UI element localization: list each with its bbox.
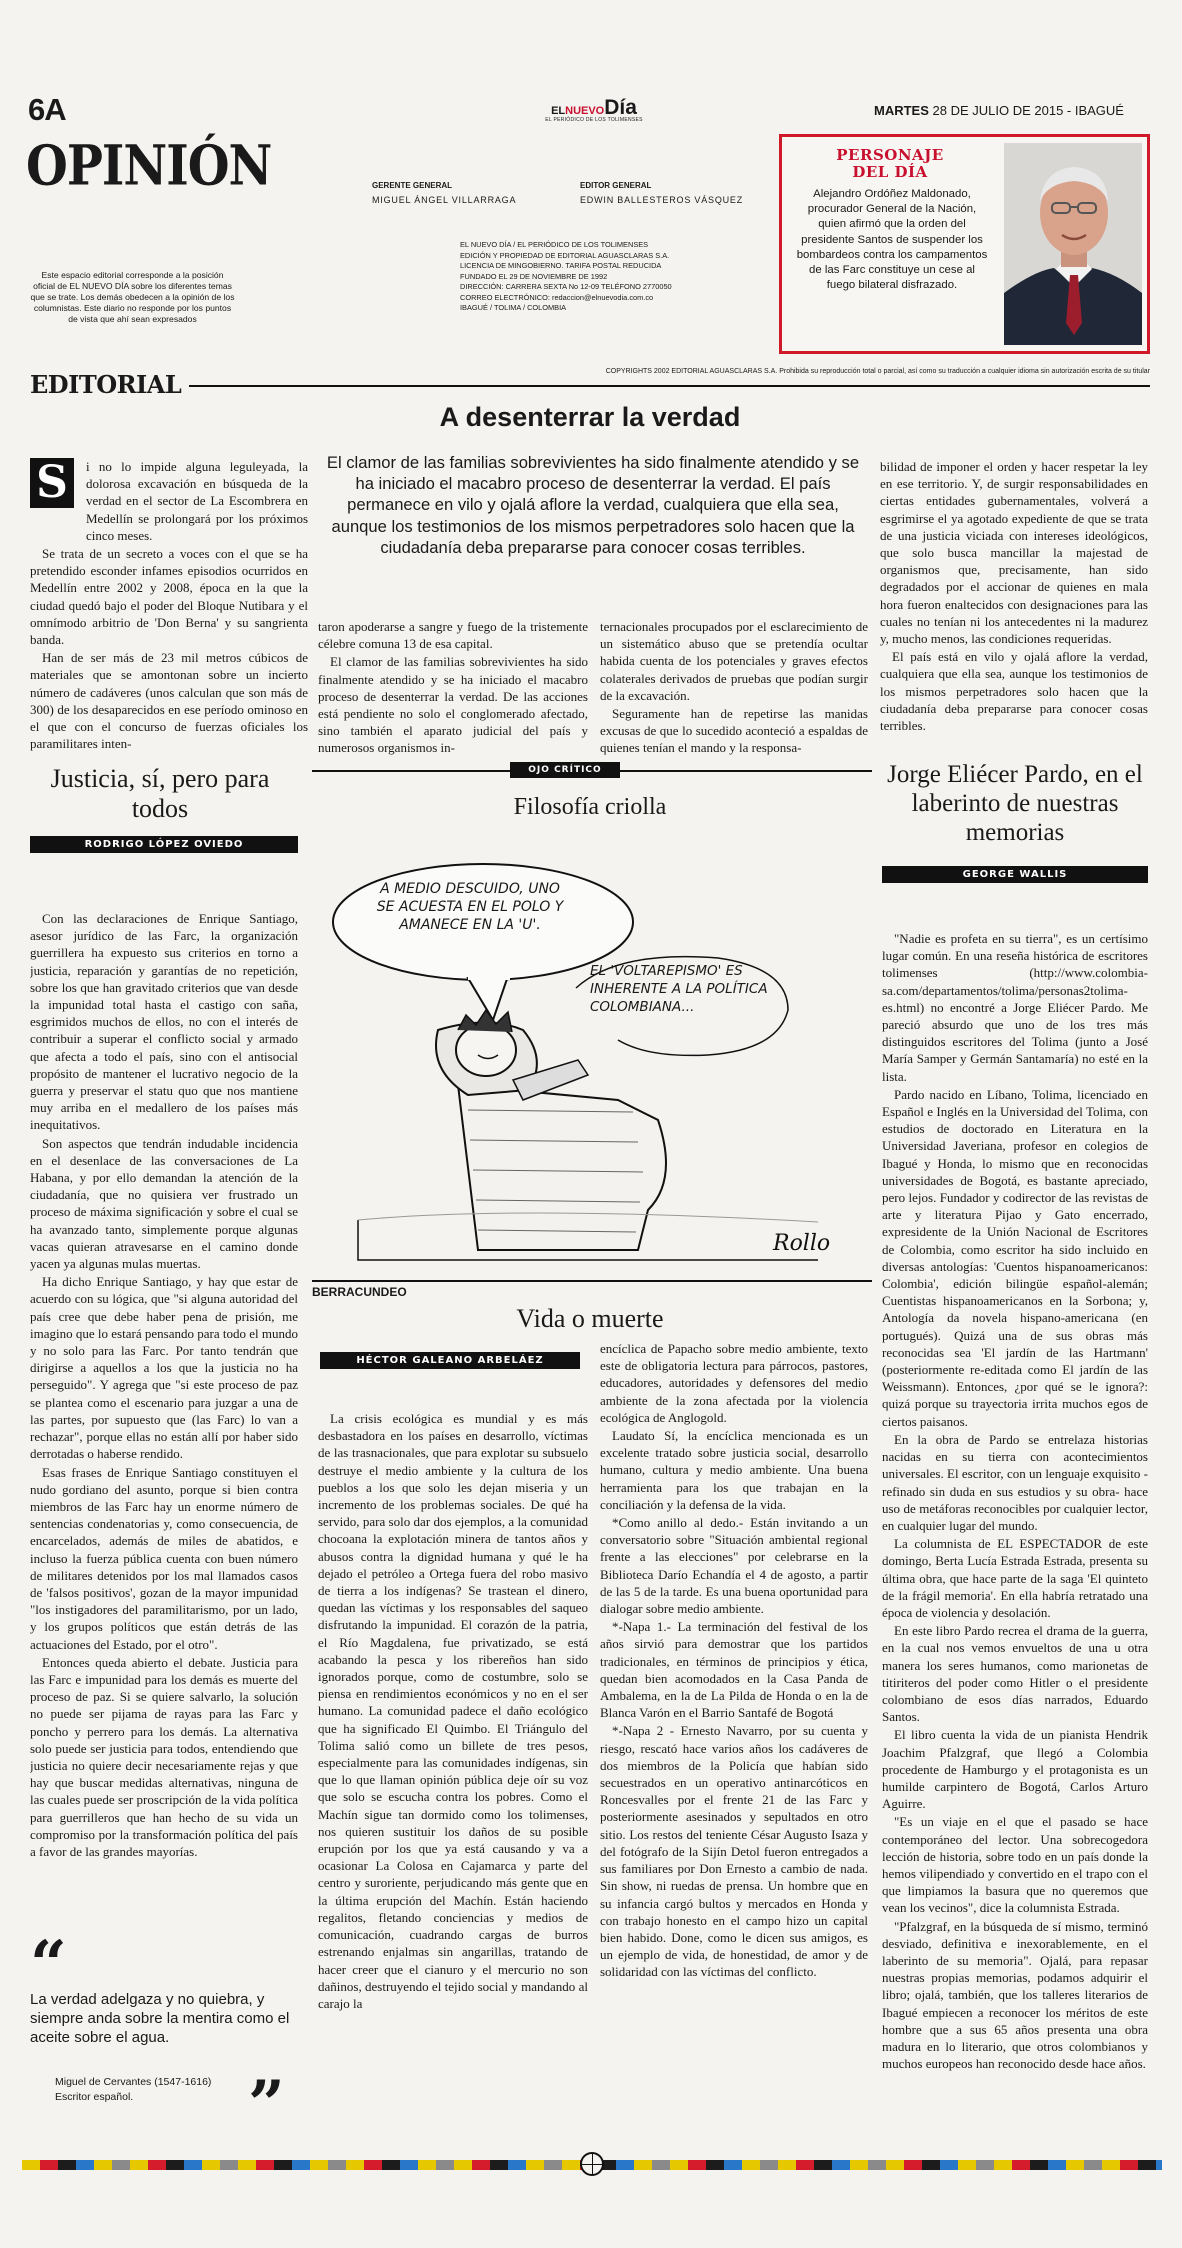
editorial-paragraph: ternacionales procupados por el esclarecimiento de un sistemático abuso que se pretendía ocultar habida cuenta de los potenciales y graves efectos colaterales derivados de pruebas que podían surgir de la excavación.: [600, 619, 868, 703]
middle-article-author: HÉCTOR GALEANO ARBELÁEZ: [320, 1352, 580, 1369]
quote-role: Escritor español.: [55, 2091, 134, 2103]
middle-article-col-2: [600, 1340, 868, 2115]
left-paragraph: Son aspectos que tendrán indudable incidencia en el desenlace de las conversaciones de La Habana, y por ello demandan la atención de la ciudadanía, que no quisiera ver frustrado un proceso de máxima significación y sobre el cual se ha avanzado tanto, simplemente porque algunas vacas quieran atravesarse en el camino donde yacen ya algunas mulas muertas.: [30, 1135, 298, 1272]
open-quote-icon: “: [30, 1927, 67, 2002]
left-paragraph: Con las declaraciones de Enrique Santiago, asesor jurídico de las Farc, la organización guerrillera ha expuesto sus criterios en torno a justicia, reparación y garantías de no repetición, sobre los que han gravitado criterios que van desde la impunidad total hasta el castigo con saña, esgrimidos muchos de ellos, no con el interés de contribuir a superar el conflicto social y armado que afecta a todo el país, sino con el antisocial propósito de mantener el lucrativo negocio de la guerra y preservar el statu quo que nos mantiene muy arriba en el medallero de los países más inequitativos.: [30, 911, 298, 1133]
imprint-line: EDICIÓN Y PROPIEDAD DE EDITORIAL AGUASCLARAS S.A.: [460, 250, 670, 260]
portrait-photo: [1004, 143, 1142, 345]
gerente-label: GERENTE GENERAL: [372, 181, 453, 190]
registration-mark-icon: [580, 2152, 604, 2176]
editorial-col-4: [880, 458, 1148, 758]
editorial-col-2: [318, 618, 588, 758]
right-article-title: Jorge Eliécer Pardo, en el laberinto de nuestras memorias: [887, 761, 1143, 846]
right-paragraph: "Pfalzgraf, en la búsqueda de sí mismo, terminó desviado, definitiva e inexorablemente, en el laberinto de su memoria". Ojalá, para repasar nuestras propias memorias, podamos adquirir el libro; ojalá, también, que los talleres literarios de Ibagué empiecen a reconocer los méritos de este hombre que a sus 65 años presenta una obra madura en lo literario, que otros colombianos y muchos europeos han reconocido desde hace años.: [882, 1918, 1148, 2072]
left-paragraph: Esas frases de Enrique Santiago constituyen el nudo gordiano del asunto, porque si bien contra miembros de las Farc hay un enorme número de sentencias condenatorias y, como consecuencia, de encarcelados, además de miles de abatidos, e incluso la fuerza pública cuenta con buen número de militares detenidos por los mal llamados casos de 'falsos positivos', gozan de la mayor impunidad "los instigadores del paramilitarismo, por un lado, y los grupos políticos que están detrás de las actuaciones del Estado, por el otro".: [30, 1464, 298, 1652]
newspaper-logo: [514, 96, 674, 123]
right-paragraph: En este libro Pardo recrea el drama de la guerra, en la cual nos vemos envueltos de una u otra manera los seres humanos, como marionetas de titiriteros del poder como Hitler o el presidente colombiano de esos días narrados, Eduardo Santos.: [882, 1623, 1148, 1725]
close-quote-icon: ”: [248, 2067, 285, 2142]
middle-paragraph: *Como anillo al dedo.- Están invitando a un conversatorio sobre "Situación ambiental regional frente a las elecciones" por celebrarse en la Biblioteca Darío Echandía el 4 de agosto, a partir de las 5 de la tarde. Es una buena oportunidad para dialogar sobre medio ambiente.: [600, 1515, 868, 1617]
personaje-title: [792, 147, 988, 181]
editorial-paragraph: bilidad de imponer el orden y hacer respetar la ley en ese territorio. Y, de surgir responsabilidades en ciertas entidades gubernamentales, volverá a esgrimirse el ya agotado expediente de que se trata de una justicia viciada con intereses ideológicos, que solo busca mancillar la majestad de organismos que, precisamente, han sido degradados por el accionar de quienes en mala hora fueron enaltecidos con designaciones para las cuales no tenían ni los antecedentes ni la madurez y, mucho menos, las condiciones requeridas.: [880, 459, 1148, 647]
editorial-headline: A desenterrar la verdad: [439, 402, 741, 432]
personaje-box: [779, 134, 1150, 354]
issue-date: [874, 103, 1124, 118]
quote-author: Miguel de Cervantes (1547-1616): [55, 2076, 212, 2088]
editorial-lead: El clamor de las familias sobrevivientes ha sido finalmente atendido y se ha iniciado el macabro proceso de desenterrar la verdad. El país permanece en vilo y ojalá aflore la verdad, cualquiera que ella sea, aunque los testimonios de los mismos perpetradores solo hacen que la ciudadanía deba prepararse para conocer cosas terribles.: [326, 453, 860, 557]
issue-day: MARTES: [874, 103, 929, 118]
editorial-paragraph: i no lo impide alguna leguleyada, la dolorosa excavación en búsqueda de la verdad en el sector de La Escombrera en Medellín se prolongará por los próximos cinco meses.: [86, 459, 308, 543]
middle-paragraph: *-Napa 1.- La terminación del festival de los años sirvió para demostrar que los partidos tradicionales, en términos de principios y ética, quedan bien acomodados en la Casa Panda de Ambalema, en la de La Pilda de Honda o en la de Blanca Varón en el Barrio Santafé de Bogotá: [600, 1619, 868, 1721]
berracundeo-label: BERRACUNDEO: [312, 1285, 407, 1299]
imprint-line: FUNDADO EL 29 DE NOVIEMBRE DE 1992: [460, 271, 608, 281]
right-article-author: GEORGE WALLIS: [882, 866, 1148, 883]
editor-name: EDWIN BALLESTEROS VÁSQUEZ: [580, 195, 744, 205]
middle-paragraph: La crisis ecológica es mundial y es más desbastadora en los países en desarrollo, víctimas de las trasnacionales, que para explotar su subsuelo destruye el medio ambiente y la cultura de los pueblos a los que solo les dejan miseria y un incremento de los problemas sociales. De qué ha servido, para solo dar dos ejemplos, a la comunidad chocoana la explotación minera de tantos años y abusos contra la dignidad humana y qué le ha dejado el petróleo a Ortega fuera del robo masivo de tierra a los indígenas? Se trastean el dinero, quedan las víctimas y los responsables del saqueo disfrutando la impunidad. El corazón de la patria, el Río Magdalena, fue privatizado, se está acabando la pesca y los ribereños han sido ignorados porque, como de costumbre, solo se piensa en rendimientos económicos y no en el ser humano. La comunidad padece el daño ecológico que ha significado El Quimbo. El Triángulo del Tolima salió como un billete de tres pesos, especialmente para las comunidades indígenas, sin que lo que llaman opinión pública deje oír su voz que solo se escucha contra los pobres. Como el Machín sigue tan dormido como los tolimenses, nos quieren sustituir los daños de su posible erupción por los que ya está causando y va a ocasionar La Colosa en Cajamarca y parte del centro y suroriente, perjudicando más gente que en la última erupción del Machín. Están haciendo regalitos, fletando conciencias y medios de comunicación, cuadrando cargas de burros estrenando enjalmas sin angarillas, tratando de hacer creer que el cianuro y el mercurio no son dañinos, destruyendo el tejido social y mandando al carajo la: [318, 1411, 588, 2011]
page-number: 6A: [28, 92, 66, 127]
imprint-line: EL NUEVO DÍA / EL PERIÓDICO DE LOS TOLIMENSES: [460, 240, 649, 249]
right-paragraph: La columnista de EL ESPECTADOR de este domingo, Berta Lucía Estrada Estrada, presenta su última obra, que hace parte de la saga 'El quinteto de la frágil memoria'. En ella habría retratado una época de violencia y desolación.: [882, 1536, 1148, 1620]
right-paragraph: El libro cuenta la vida de un pianista Hendrik Joachim Pfalzgraf, que llegó a Colombia procedente de Hamburgo y el protagonista es un humilde carpintero de Bogotá, Carlos Arturo Aguirre.: [882, 1727, 1148, 1812]
personaje-title-line2: DEL DÍA: [852, 163, 928, 181]
left-article-title: Justicia, sí, pero para todos: [50, 764, 270, 823]
personaje-photo: [1004, 143, 1142, 345]
gerente-name: MIGUEL ÁNGEL VILLARRAGA: [372, 195, 517, 205]
editorial-col-1: [30, 458, 308, 758]
issue-date-rest: 28 DE JULIO DE 2015 - IBAGUÉ: [932, 103, 1124, 118]
cartoon-bubble-1: A MEDIO DESCUIDO, UNO SE ACUESTA EN EL POLO Y AMANECE EN LA 'U'.: [376, 881, 564, 933]
editorial-paragraph: El país está en vilo y ojalá aflore la verdad, cualquiera que ella sea, aunque los testimonios de los mismos perpetradores solo hacen que la ciudadanía deba prepararse para conocer cosas terribles.: [880, 649, 1148, 734]
cartoon-signature: Rollo: [773, 1231, 831, 1256]
right-paragraph: "Es un viaje en el que el pasado se hace contemporáneo del lector. Una sobrecogedora lección de historia, sobre todo en un país donde la hemos vilipendiado y convertido en el trapo con el que limpiamos la basura que no queremos que vean los vecinos", dice la columnista Estrada.: [882, 1814, 1148, 1916]
editorial-paragraph: Se trata de un secreto a voces con el que se ha pretendido esconder infames episodios ocurridos en Medellín entre 2002 y 2008, época en la que la ciudad quedó bajo el poder del Bloque Nutibara y el omnímodo arbitrio de 'Don Berna' y su sangrienta banda.: [30, 546, 308, 648]
editorial-col-3: [600, 618, 868, 758]
left-paragraph: Ha dicho Enrique Santiago, y hay que estar de acuerdo con su lógica, que "si alguna autoridad del país cree que debe haber pena de prisión, me imagino que lo estará pensando para todo el mundo y no solo para las Farc. Por tanto tendrán que dirigirse a aquellos a los que la justicia no ha perseguido". Y agrega que "si este proceso de paz se plantea como el escenario para juzgar a una de las partes, por supuesto que (las Farc) lo van a rechazar", porque ellas no están allí por haber sido derrotadas o haberse rendido.: [30, 1274, 298, 1462]
section-title: OPINIÓN: [26, 134, 272, 199]
personaje-text: Alejandro Ordóñez Maldonado, procurador General de la Nación, quien afirmó que la orden del presidente Santos de suspender los bombardeos contra los campamentos de las Farc constituye un cese al fuego bilateral disfrazado.: [796, 188, 988, 292]
berracundeo-rule: [312, 1280, 872, 1282]
middle-paragraph: encíclica de Papacho sobre medio ambiente, texto este de obligatoria lectura para párrocos, pastores, educadores, autoridades y defensores del medio ambiente de la zona afectada por la violencia ecológica de Anglogold.: [600, 1341, 868, 1425]
logo-dia: Día: [604, 96, 637, 119]
right-article-body: [882, 930, 1148, 2120]
personaje-title-line1: PERSONAJE: [836, 146, 944, 164]
editorial-paragraph: Seguramente han de repetirse las manidas excusas de que lo sucedido aconteció a espaldas de quienes tenían el mando y la responsa-: [600, 706, 868, 756]
imprint-line: LICENCIA DE MINGOBIERNO. TARIFA POSTAL REDUCIDA: [460, 261, 662, 270]
editorial-disclaimer: Este espacio editorial corresponde a la posición oficial de EL NUEVO DÍA sobre los diferentes temas que se trate. Los demás obedecen a la opinión de los columnistas. Este diario no responde por los puntos de vista que ahí sean expresados: [30, 270, 235, 324]
editorial-paragraph: Han de ser más de 23 mil metros cúbicos de materiales que se amontonan sobre un incierto número de cadáveres (unos calculan que son más de 300) de los desaparecidos en ese período ominoso en el que con el concurso de fuerzas oficiales los paramilitares inten-: [30, 650, 308, 752]
editorial-label: EDITORIAL: [30, 370, 189, 399]
right-paragraph: "Nadie es profeta en su tierra", es un certísimo lugar común. En una reseña histórica de escritores tolimenses (http://www.colombia-sa.com/departamentos/tolima/personas2tolima-es.html) no encontré a Jorge Eliécer Pardo. Me pareció absurdo que uno de los tres más distinguidos escritores del Tolima (junto a José María Samper y Germán Santamaría) no esté en la lista.: [882, 931, 1148, 1084]
imprint-line: CORREO ELECTRÓNICO: redaccion@elnuevodia.com.co: [460, 292, 654, 302]
editorial-label-rule: [30, 385, 1150, 387]
right-paragraph: En la obra de Pardo se entrelaza historias nacidas en su tierra con acontecimientos universales. El escritor, con un lenguaje exquisito -refinado sin duda en sus estudios y su obra- hace uso de metáforas reconocibles por cualquier lector, en cualquier lugar del mundo.: [882, 1431, 1148, 1533]
editorial-paragraph: taron apoderarse a sangre y fuego de la tristemente célebre comuna 13 de esa capital.: [318, 619, 588, 652]
middle-article-title: Vida o muerte: [516, 1304, 664, 1333]
left-paragraph: Entonces queda abierto el debate. Justicia para las Farc e impunidad para los demás es muerte del proceso de paz. Si se quiere salvarlo, la solución no puede ser pijama de rayas para las Farc y poncho y perrero para los demás. La alternativa solo puede ser justicia para todos, entendiendo que justicia no quiere decir necesariamente rejas y que hay que buscar medidas alternativas, ninguna de las cuales puede ser proscripción de la vida política para guerrilleros que han hecho de su vida un compromiso por la transformación política del país a favor de las grandes mayorías.: [30, 1654, 298, 1859]
copyright-notice: COPYRIGHTS 2002 EDITORIAL AGUASCLARAS S.A. Prohibida su reproducción total o parcial, así como su traducción a cualquier idioma sin autorización escrita de su titular: [530, 368, 1150, 375]
left-article-body: [30, 910, 298, 1930]
quote-text: La verdad adelgaza y no quiebra, y siempre anda sobre la mentira como el aceite sobre el agua.: [30, 1991, 290, 2046]
imprint-line: IBAGUÉ / TOLIMA / COLOMBIA: [460, 303, 567, 312]
middle-paragraph: *-Napa 2 - Ernesto Navarro, por su cuenta y riesgo, rescató hace varios años los cadáveres de dos miembros de la Policía que habían sido secuestrados en un operativo antinarcóticos en Roncesvalles por el frente 21 de las Farc y posteriormente asesinados y sepultados en otro sitio. Los restos del teniente César Augusto Isaza y del fotógrafo de la Sijín Detol fueron entregados a sus familiares por Don Ernesto a cambio de nada. Sin show, ni ruedas de prensa. Un hombre que en su infancia cargó bultos y mercados en Honda y con trabajo honesto en el campo hizo un capital bien habido. Done, como le dicen sus amigos, es un ejemplo de vida, de honestidad, de amor y de solidaridad con las víctimas del conflicto.: [600, 1723, 868, 1980]
imprint: [460, 240, 720, 314]
editor-label: EDITOR GENERAL: [580, 181, 652, 190]
left-article-author: RODRIGO LÓPEZ OVIEDO: [30, 836, 298, 853]
middle-paragraph: Laudato Sí, la encíclica mencionada es un excelente tratado sobre justicia social, desarrollo humano, cultura y medio ambiente. Una buena herramienta para los que trabajan en la conciliación y la defensa de la vida.: [600, 1428, 868, 1512]
imprint-line: DIRECCIÓN: CARRERA SEXTA No 12-09 TELÉFONO 2770050: [460, 282, 672, 291]
ojo-critico-label: OJO CRÍTICO: [510, 762, 620, 778]
logo-tagline: EL PERIÓDICO DE LOS TOLIMENSES: [545, 117, 643, 123]
right-paragraph: Pardo nacido en Líbano, Tolima, licenciado en Español e Inglés en la Universidad del Tolima, con estudios de doctorado en Literatura en la Universidad Javeriana, profesor en colegios de Ibagué y Honda, lo mismo que en reconocidas universidades de Bogotá, es bastante apreciado, pero lejos. Fundador y codirector de las revistas de arte y literatura Pijao y Gato encerrado, expresidente de la Unión Nacional de Escritores de Colombia, como escritor ha sido incluido en diversas antologías: 'Cuentos hispanoamericanos: Colombia', edición bilingüe español-alemán; Cuentistas hispanoamericanos en la Sorbona; y, Antología da novela hispano-americana (en portugués). Quizá una de sus obras más reconocidas sea 'El jardín de las Hartmann' (posteriormente re-editada como El jardín de las Weissmann). Entonces, ¿por qué se le ignora?: quizá porque su trayectoria irrita muchos egos de ciertos paisanos.: [882, 1086, 1148, 1429]
cartoon-bubble-2: EL 'VOLTAREPISMO' ES INHERENTE A LA POLÍTICA COLOMBIANA...: [590, 963, 768, 1015]
ojo-critico-title: Filosofía criolla: [513, 794, 667, 820]
middle-article-col-1: [318, 1410, 588, 2115]
logo-nuevo: NUEVO: [565, 105, 605, 117]
editorial-paragraph: El clamor de las familias sobrevivientes ha sido finalmente atendido y se ha iniciado el macabro proceso de desenterrar la verdad. De las acciones está pendiente no solo el conglomerado afectado, sino también el aparato judicial del país y numerosos organismos in-: [318, 654, 588, 756]
editorial-dropcap: S: [30, 458, 74, 508]
logo-el: EL: [551, 105, 566, 117]
